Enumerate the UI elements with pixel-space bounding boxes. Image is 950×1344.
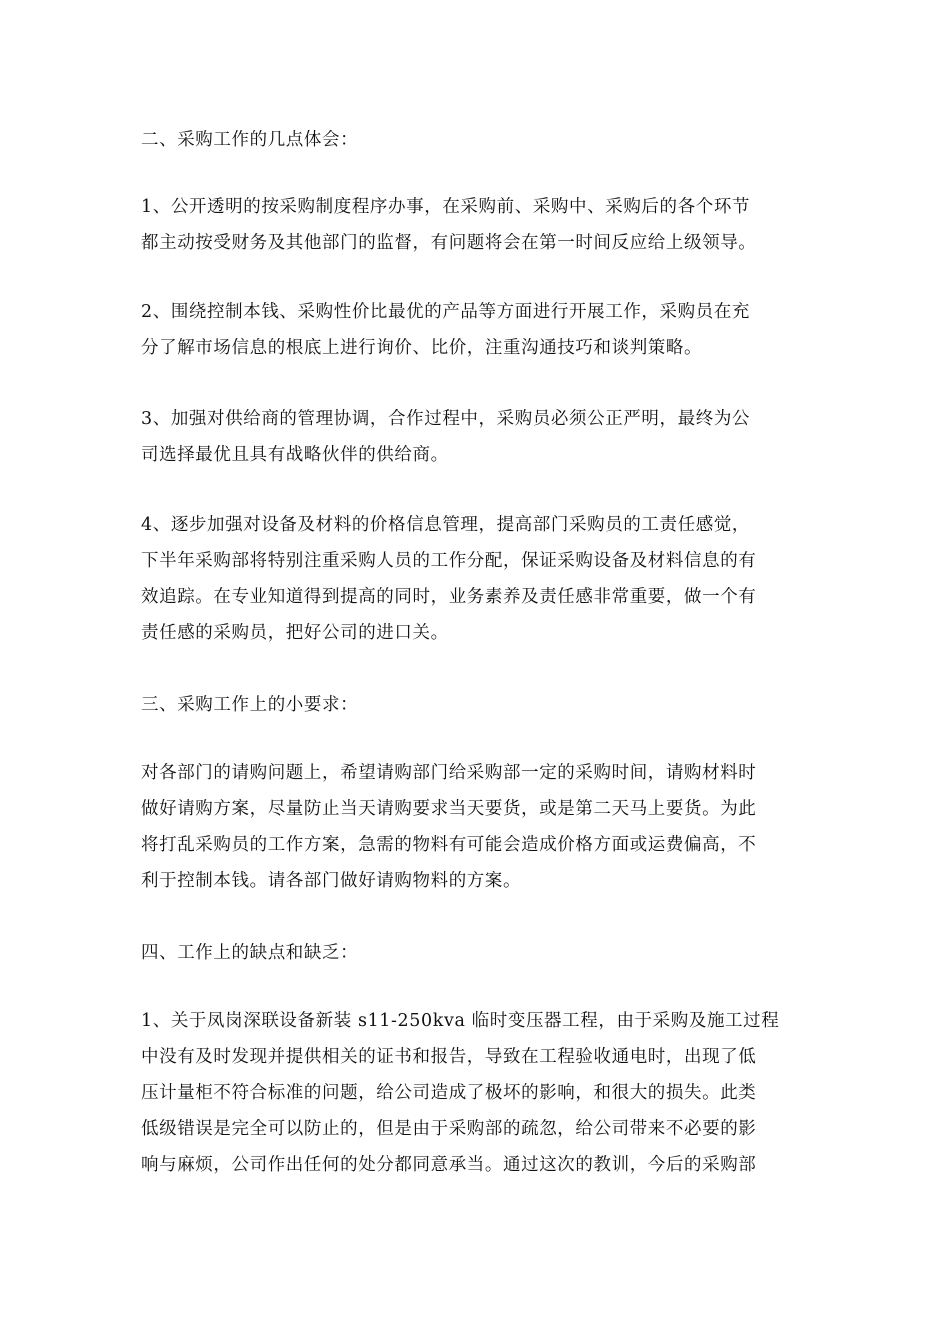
experience-item-2 — [141, 294, 811, 366]
section-heading-requests — [141, 687, 811, 723]
text-line: 对各部门的请购问题上，希望请购部门给采购部一定的采购时间，请购材料时 — [141, 763, 757, 783]
text-line: 将打乱采购员的工作方案，急需的物料有可能会造成价格方面或运费偏高，不 — [141, 835, 757, 855]
section-heading-shortcomings — [141, 935, 811, 971]
experience-item-1 — [141, 189, 811, 261]
text-line: 三、采购工作上的小要求： — [141, 695, 359, 715]
text-line: 4、逐步加强对设备及材料的价格信息管理，提高部门采购员的工责任感觉， — [141, 515, 751, 535]
shortcomings-item-1 — [141, 1003, 811, 1183]
text-line: 低级错误是完全可以防止的，但是由于采购部的疏忽，给公司带来不必要的影 — [141, 1119, 757, 1139]
text-line: 压计量柜不符合标准的问题，给公司造成了极坏的影响，和很大的损失。此类 — [141, 1083, 757, 1103]
text-line: 做好请购方案，尽量防止当天请购要求当天要货，或是第二天马上要货。为此 — [141, 799, 757, 819]
text-line: 司选择最优且具有战略伙伴的供给商。 — [141, 445, 449, 465]
text-line: 1、公开透明的按采购制度程序办事，在采购前、采购中、采购后的各个环节 — [141, 197, 751, 217]
text-line: 责任感的采购员，把好公司的进口关。 — [141, 623, 449, 643]
text-line: 3、加强对供给商的管理协调，合作过程中，采购员必须公正严明，最终为公 — [141, 409, 751, 429]
text-line: 1、关于凤岗深联设备新装 s11-250kva 临时变压器工程，由于采购及施工过程 — [141, 1011, 780, 1031]
experience-item-3 — [141, 401, 811, 473]
text-line: 响与麻烦，公司作出任何的处分都同意承当。通过这次的教训，今后的采购部 — [141, 1155, 757, 1175]
section-heading-experience — [141, 122, 811, 158]
requests-paragraph — [141, 755, 811, 899]
text-line: 2、围绕控制本钱、采购性价比最优的产品等方面进行开展工作，采购员在充 — [141, 302, 751, 322]
text-line: 二、采购工作的几点体会： — [141, 130, 359, 150]
experience-item-4 — [141, 507, 811, 651]
text-line: 中没有及时发现并提供相关的证书和报告，导致在工程验收通电时，出现了低 — [141, 1047, 757, 1067]
text-line: 利于控制本钱。请各部门做好请购物料的方案。 — [141, 871, 522, 891]
text-line: 四、工作上的缺点和缺乏： — [141, 943, 359, 963]
text-line: 效追踪。在专业知道得到提高的同时，业务素养及责任感非常重要，做一个有 — [141, 587, 757, 607]
text-line: 下半年采购部将特别注重采购人员的工作分配，保证采购设备及材料信息的有 — [141, 551, 757, 571]
text-line: 都主动按受财务及其他部门的监督，有问题将会在第一时间反应给上级领导。 — [141, 233, 757, 253]
text-line: 分了解市场信息的根底上进行询价、比价，注重沟通技巧和谈判策略。 — [141, 338, 703, 358]
